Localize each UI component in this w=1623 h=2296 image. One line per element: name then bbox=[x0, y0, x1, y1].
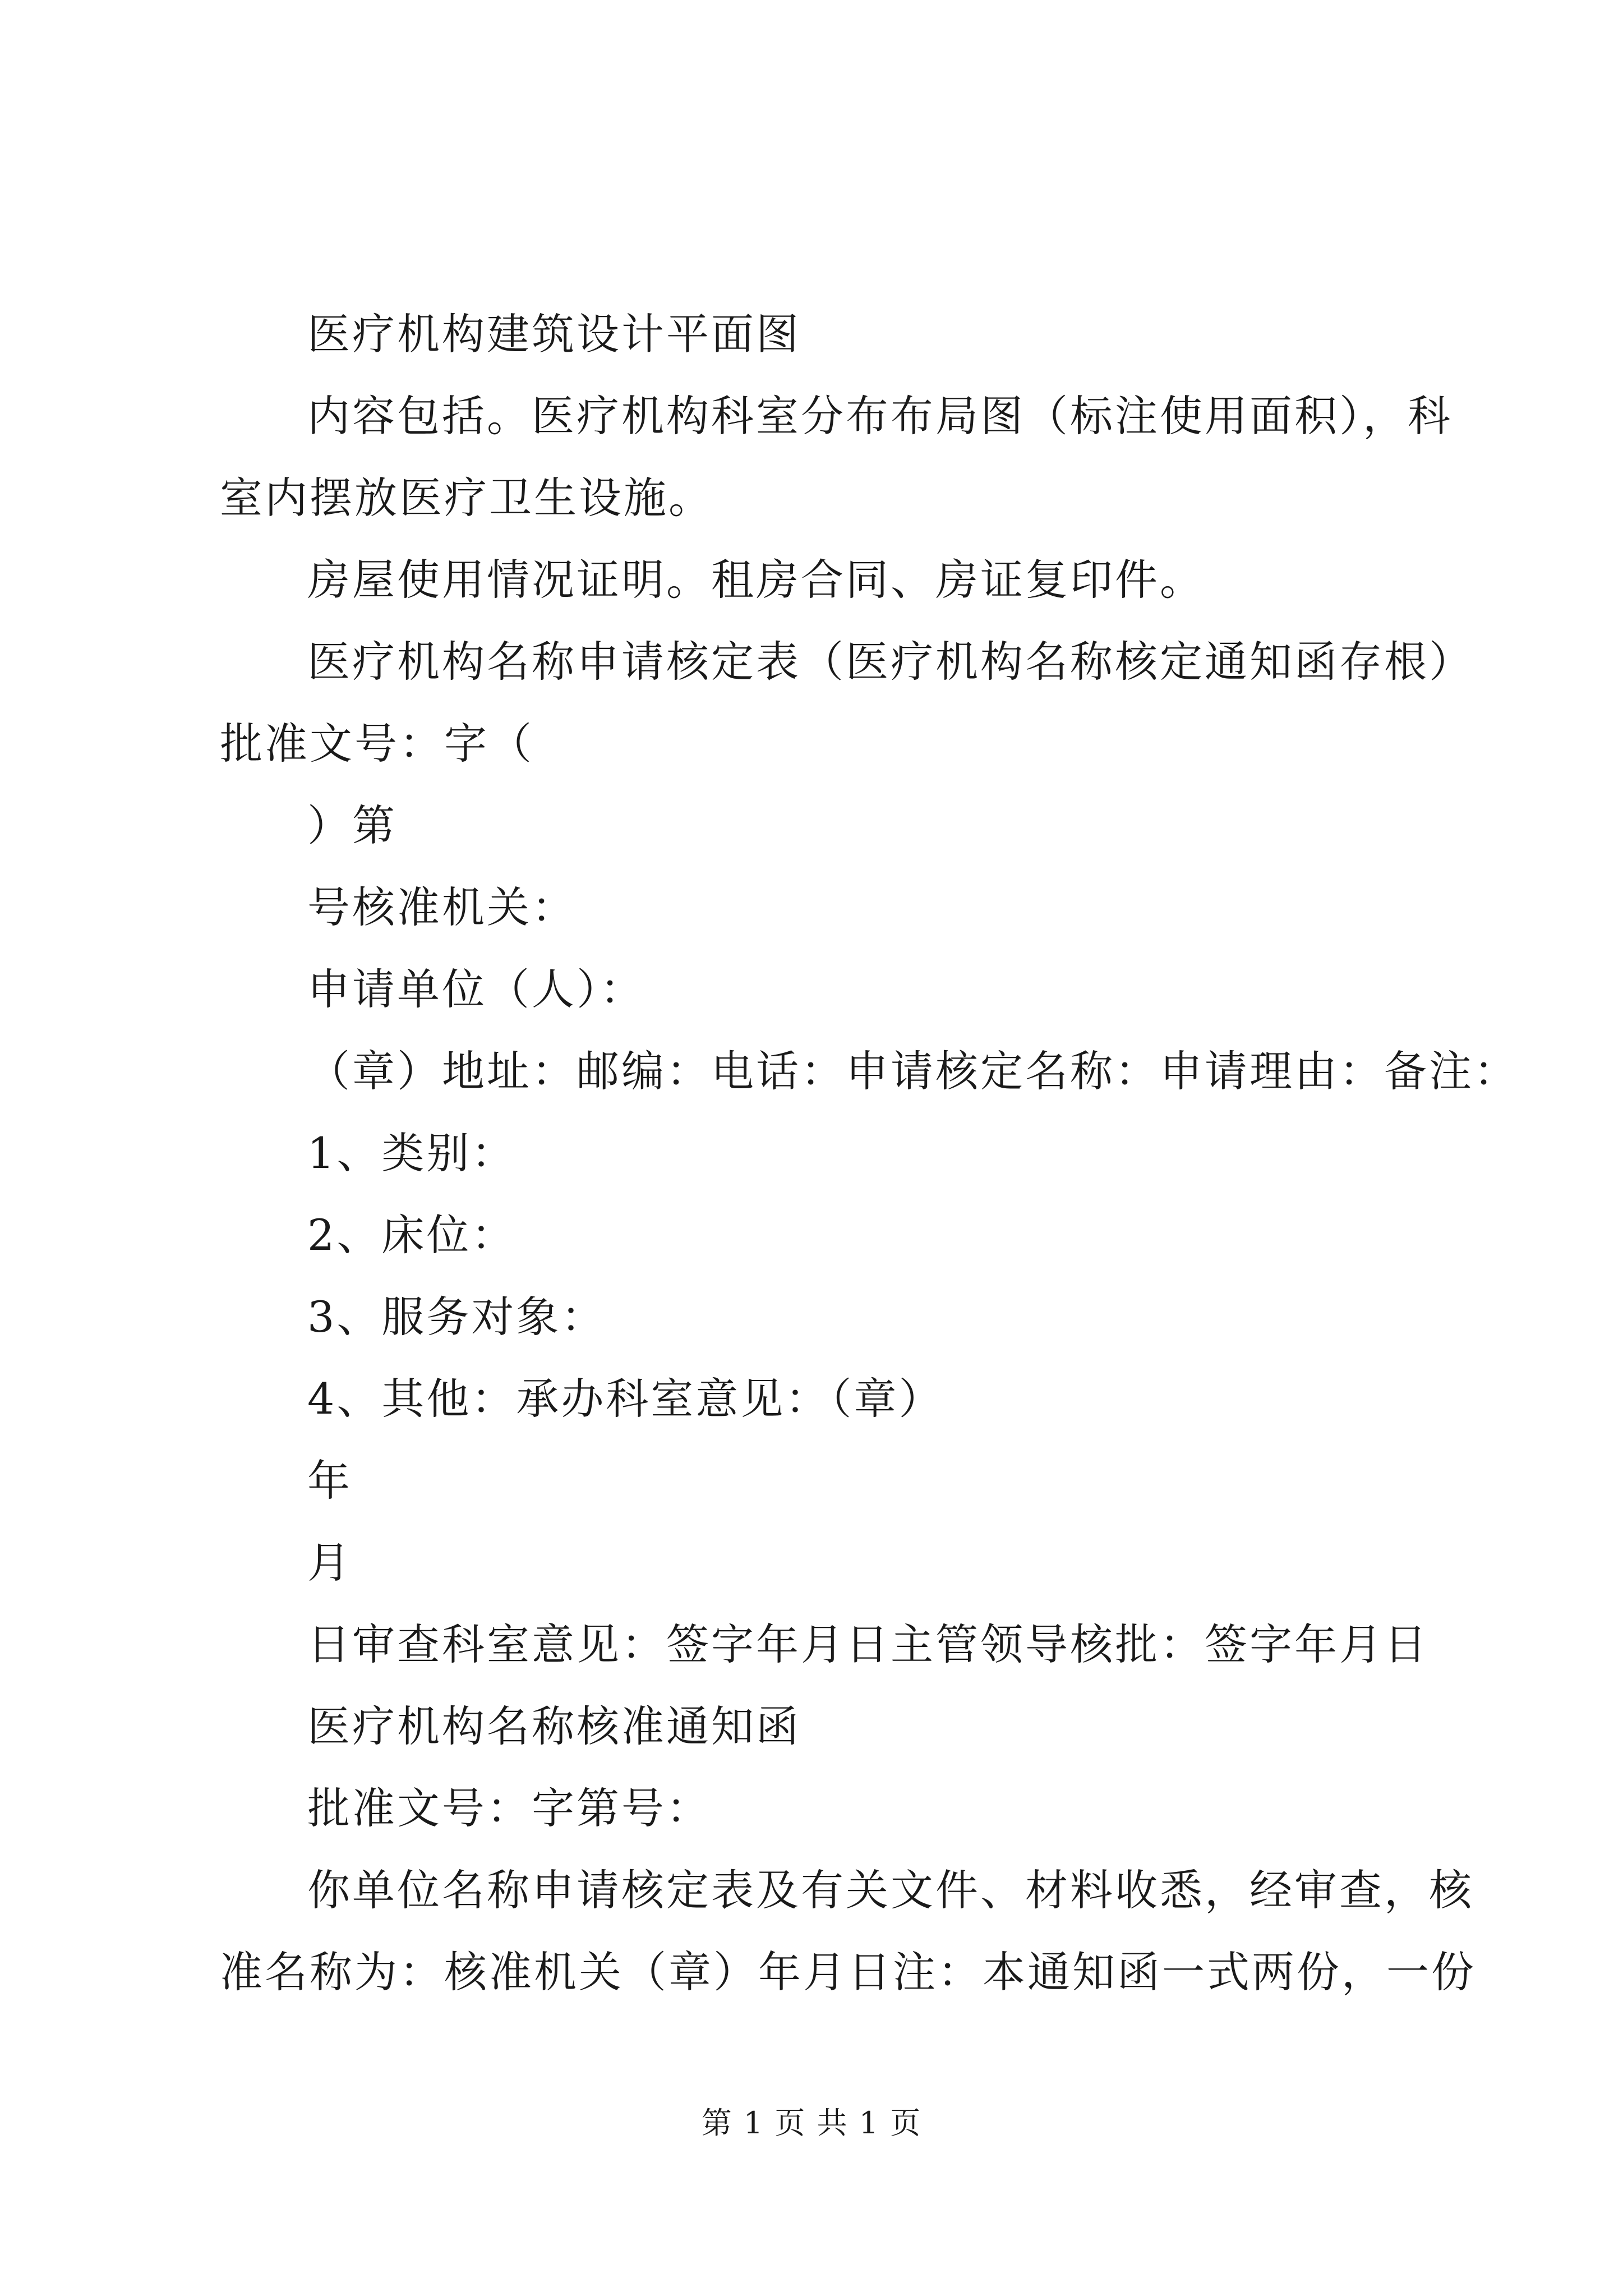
doc-line-2: 内容包括。医疗机构科室分布布局图（标注使用面积），科 bbox=[307, 391, 1453, 441]
doc-line-14: 4、其他：承办科室意见：（章） bbox=[307, 1374, 944, 1424]
doc-line-16: 月 bbox=[307, 1538, 352, 1588]
doc-line-17: 日审查科室意见：签字年月日主管领导核批：签字年月日 bbox=[307, 1619, 1429, 1669]
doc-line-21: 准名称为：核准机关（章）年月日注：本通知函一式两份，一份 bbox=[220, 1947, 1476, 1997]
doc-line-11: 1、类别： bbox=[307, 1128, 517, 1178]
doc-line-8: 号核准机关： bbox=[307, 882, 577, 932]
doc-line-20: 你单位名称申请核定表及有关文件、材料收悉，经审查，核 bbox=[307, 1865, 1474, 1915]
doc-line-7: ）第 bbox=[307, 800, 397, 850]
doc-line-12: 2、床位： bbox=[307, 1210, 517, 1260]
doc-line-13: 3、服务对象： bbox=[307, 1292, 606, 1342]
doc-line-18: 医疗机构名称核准通知函 bbox=[307, 1701, 801, 1751]
doc-line-15: 年 bbox=[307, 1456, 352, 1506]
doc-line-10: （章）地址：邮编：电话：申请核定名称：申请理由：备注： bbox=[307, 1046, 1519, 1096]
doc-line-5: 医疗机构名称申请核定表（医疗机构名称核定通知函存根） bbox=[307, 637, 1474, 687]
doc-line-3: 室内摆放医疗卫生设施。 bbox=[220, 473, 713, 523]
page-number-footer: 第 1 页 共 1 页 bbox=[701, 2105, 922, 2141]
doc-line-4: 房屋使用情况证明。租房合同、房证复印件。 bbox=[307, 555, 1205, 605]
doc-line-9: 申请单位（人）： bbox=[307, 964, 645, 1014]
doc-line-1: 医疗机构建筑设计平面图 bbox=[307, 309, 801, 359]
doc-line-19: 批准文号：字第号： bbox=[307, 1783, 711, 1833]
doc-line-6: 批准文号：字（ bbox=[220, 719, 534, 769]
